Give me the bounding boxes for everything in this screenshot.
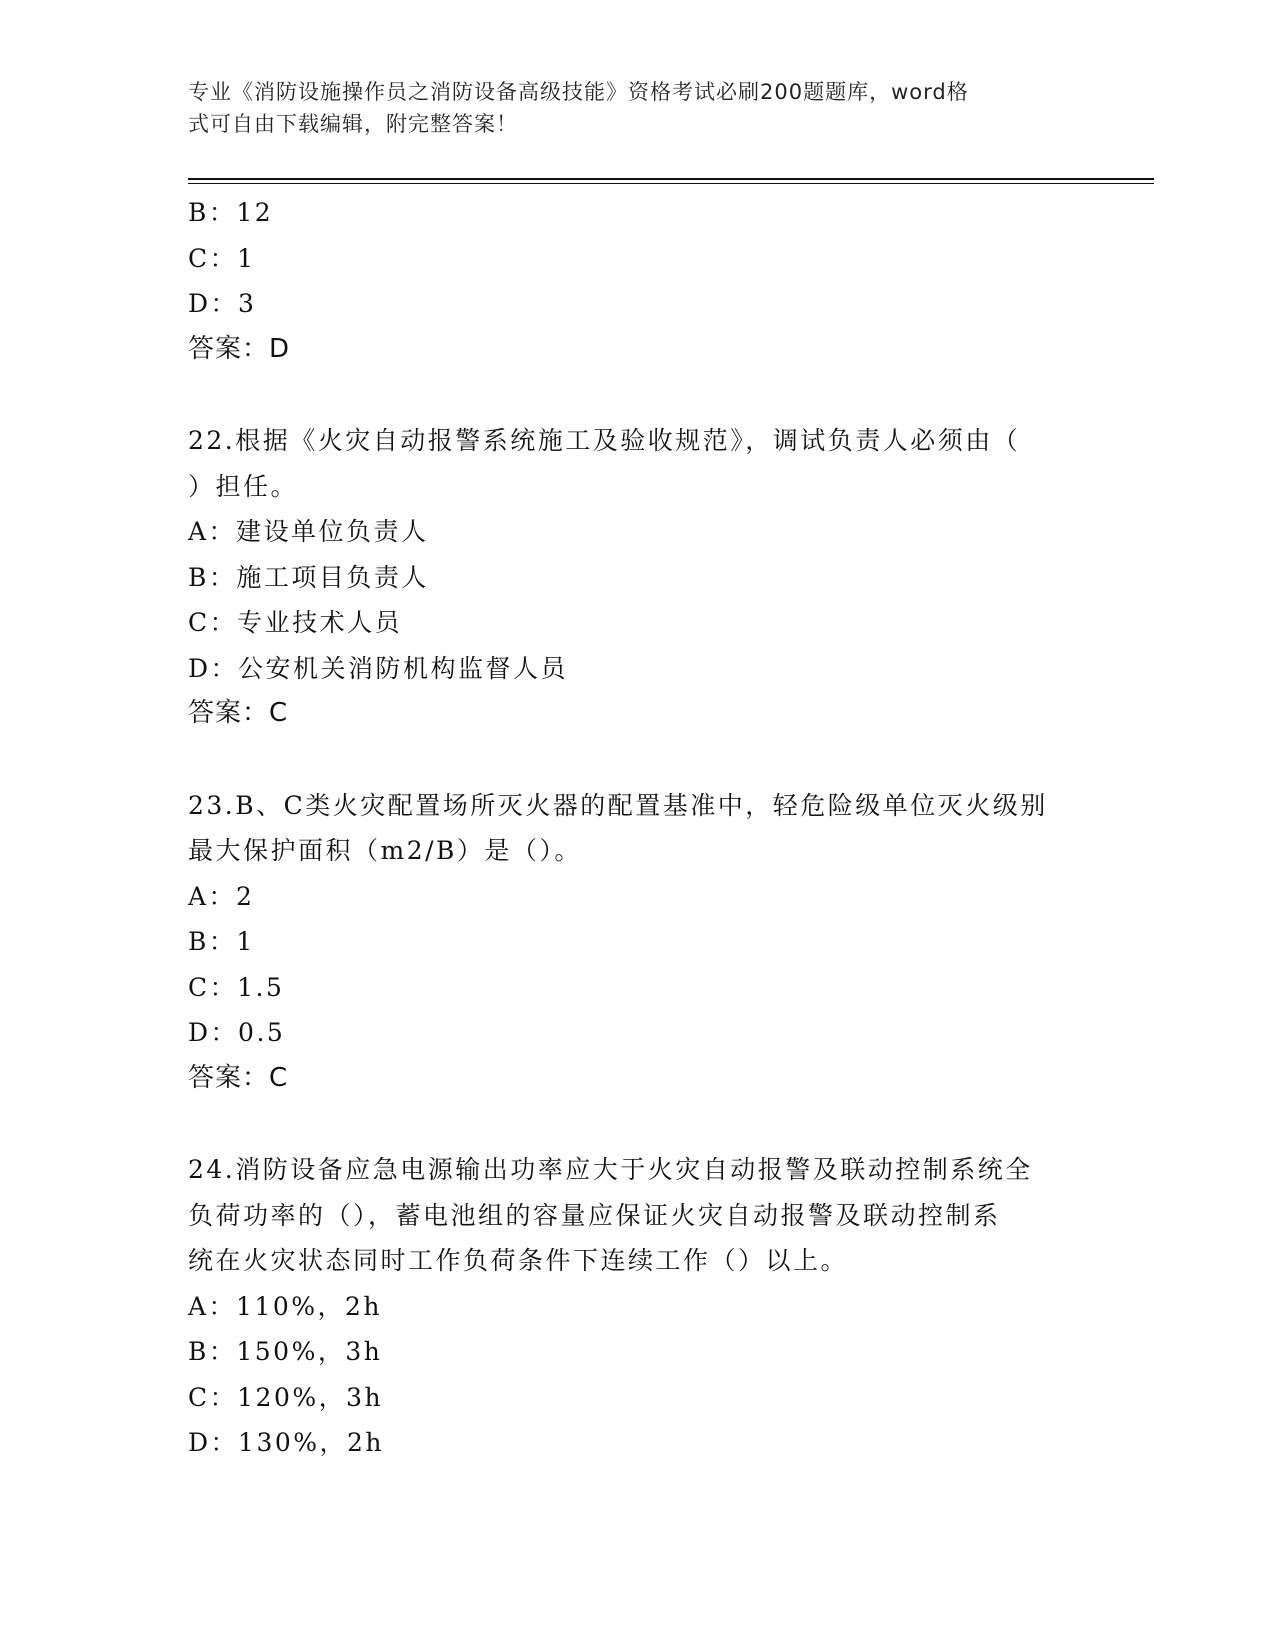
option-c: C：专业技术人员 [188, 608, 403, 637]
option-b: B：施工项目负责人 [188, 562, 429, 592]
option-a: A：110%，2h [188, 1291, 383, 1321]
question-22 [188, 418, 1088, 737]
option-d: D：3 [188, 289, 257, 318]
question-list [188, 190, 1088, 1466]
question-21 [188, 190, 1088, 372]
option-a: A：建设单位负责人 [188, 517, 429, 546]
question-stem-line: 22.根据《火灾自动报警系统施工及验收规范》，调试负责人必须由（ [188, 426, 1021, 455]
header-line-2: 式可自由下载编辑，附完整答案！ [188, 112, 518, 136]
option-c: C：120%，3h [188, 1382, 384, 1412]
header-line-1: 专业《消防设施操作员之消防设备高级技能》资格考试必刷200题题库，word格 [188, 80, 969, 104]
question-stem-line: 24.消防设备应急电源输出功率应大于火灾自动报警及联动控制系统全 [188, 1155, 1033, 1184]
question-stem-line: 负荷功率的（），蓄电池组的容量应保证火灾自动报警及联动控制系 [188, 1200, 1001, 1230]
option-a: A：2 [188, 881, 255, 911]
option-c: C：1.5 [188, 972, 285, 1002]
question-stem-line: 最大保护面积（m2/B）是（）。 [188, 836, 582, 865]
answer: 答案：C [188, 698, 289, 728]
option-c: C：1 [188, 243, 256, 273]
header-divider-thick [188, 178, 1154, 180]
question-stem-line: ）担任。 [188, 471, 299, 501]
question-stem-line: 统在火灾状态同时工作负荷条件下连续工作（）以上。 [188, 1246, 849, 1275]
document-header [188, 76, 1068, 140]
question-24 [188, 1147, 1088, 1466]
option-b: B：1 [188, 927, 255, 956]
question-23 [188, 783, 1088, 1102]
option-b: B：150%，3h [188, 1337, 383, 1366]
option-d: D：公安机关消防机构监督人员 [188, 653, 569, 683]
option-d: D：0.5 [188, 1018, 286, 1047]
question-stem-line: 23.B、C类火灾配置场所灭火器的配置基准中，轻危险级单位灭火级别 [188, 790, 1048, 820]
option-b: B：12 [188, 198, 274, 227]
option-d: D：130%，2h [188, 1428, 385, 1457]
answer: 答案：D [188, 333, 291, 364]
header-divider-thin [188, 183, 1154, 184]
answer: 答案：C [188, 1062, 289, 1093]
